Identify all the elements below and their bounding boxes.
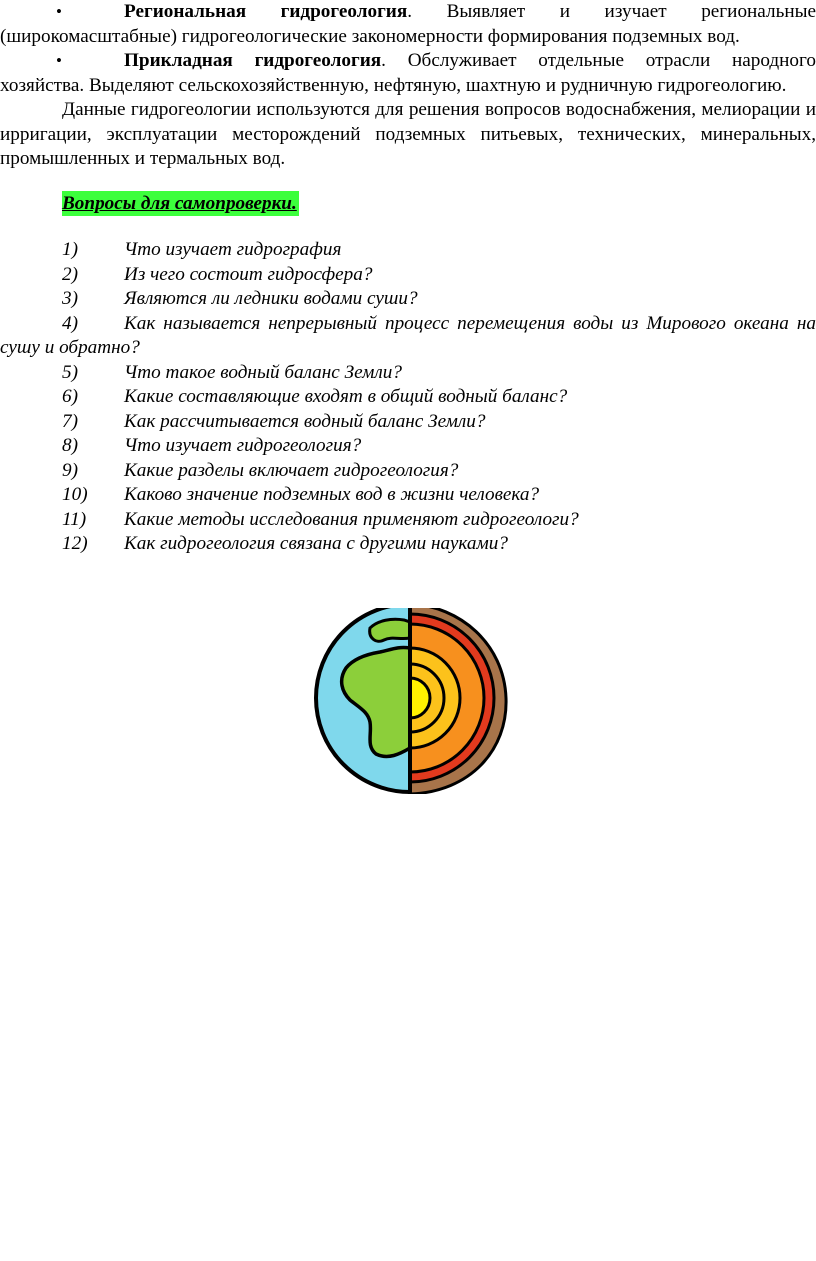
term-regional-hydrogeology: Региональная гидрогеология — [124, 1, 408, 22]
text-regional-hydrogeology: . Выявляет и изучает региональные (широкомасштабные) гидрогеологические закономерности формирования подземных вод. — [0, 1, 816, 47]
question-item — [0, 483, 816, 508]
paragraph-applied-hydrogeology — [0, 49, 816, 98]
question-list — [0, 238, 816, 557]
question-item — [0, 385, 816, 410]
paragraph-regional-hydrogeology — [0, 0, 816, 49]
question-item — [0, 287, 816, 312]
question-item — [0, 508, 816, 533]
question-number: 10) — [62, 484, 88, 505]
question-item — [0, 263, 816, 288]
question-number: 8) — [62, 435, 78, 456]
paragraph-hydrogeology-usage: Данные гидрогеологии используются для решения вопросов водоснабжения, мелиорации и ирригации, эксплуатации месторождений подземных питьевых, технических, минеральных, промышленных и термальных вод. — [0, 99, 816, 169]
earth-cross-section-illustration — [310, 608, 510, 794]
question-text: Что изучает гидрогеология? — [124, 435, 362, 456]
question-item — [0, 410, 816, 435]
island-shape — [370, 619, 410, 641]
question-number: 9) — [62, 459, 78, 481]
question-text: Из чего состоит гидросфера? — [124, 263, 373, 285]
question-text: Какие составляющие входят в общий водный баланс? — [124, 386, 568, 407]
question-item — [0, 434, 816, 459]
question-text: Как гидрогеология связана с другими науками? — [124, 533, 508, 554]
question-text: Какие методы исследования применяют гидрогеологи? — [124, 508, 579, 530]
self-check-heading-row — [0, 192, 816, 217]
question-text: Каково значение подземных вод в жизни человека? — [124, 484, 540, 505]
question-item — [0, 238, 816, 263]
bullet-icon: • — [56, 2, 62, 21]
document-page — [0, 0, 816, 557]
question-item — [0, 459, 816, 484]
term-applied-hydrogeology: Прикладная гидрогеология — [124, 50, 382, 71]
question-item — [0, 532, 816, 557]
question-number: 4) — [62, 312, 78, 334]
bullet-icon: • — [56, 51, 62, 70]
question-number: 6) — [62, 386, 78, 407]
question-number: 5) — [62, 361, 78, 383]
question-text: Что такое водный баланс Земли? — [124, 361, 402, 383]
earth-layers-icon — [310, 608, 510, 794]
question-number: 11) — [62, 508, 87, 530]
question-number: 12) — [62, 533, 88, 554]
question-text: Какие разделы включает гидрогеология? — [124, 459, 459, 481]
self-check-heading: Вопросы для самопроверки. — [62, 192, 297, 214]
question-number: 3) — [62, 288, 78, 309]
question-item — [0, 312, 816, 361]
text-applied-hydrogeology: . Обслуживает отдельные отрасли народного хозяйства. Выделяют сельскохозяйственную, нефтяную, шахтную и рудничную гидрогеологию. — [0, 50, 816, 96]
question-number: 2) — [62, 263, 78, 285]
question-number: 7) — [62, 410, 78, 432]
question-text: Являются ли ледники водами суши? — [124, 288, 418, 309]
question-item — [0, 361, 816, 386]
question-text: Как называется непрерывный процесс перемещения воды из Мирового океана на сушу и обратно? — [0, 312, 816, 358]
question-text: Что изучает гидрография — [124, 239, 342, 260]
question-text: Как рассчитывается водный баланс Земли? — [124, 410, 486, 432]
question-number: 1) — [62, 239, 78, 260]
